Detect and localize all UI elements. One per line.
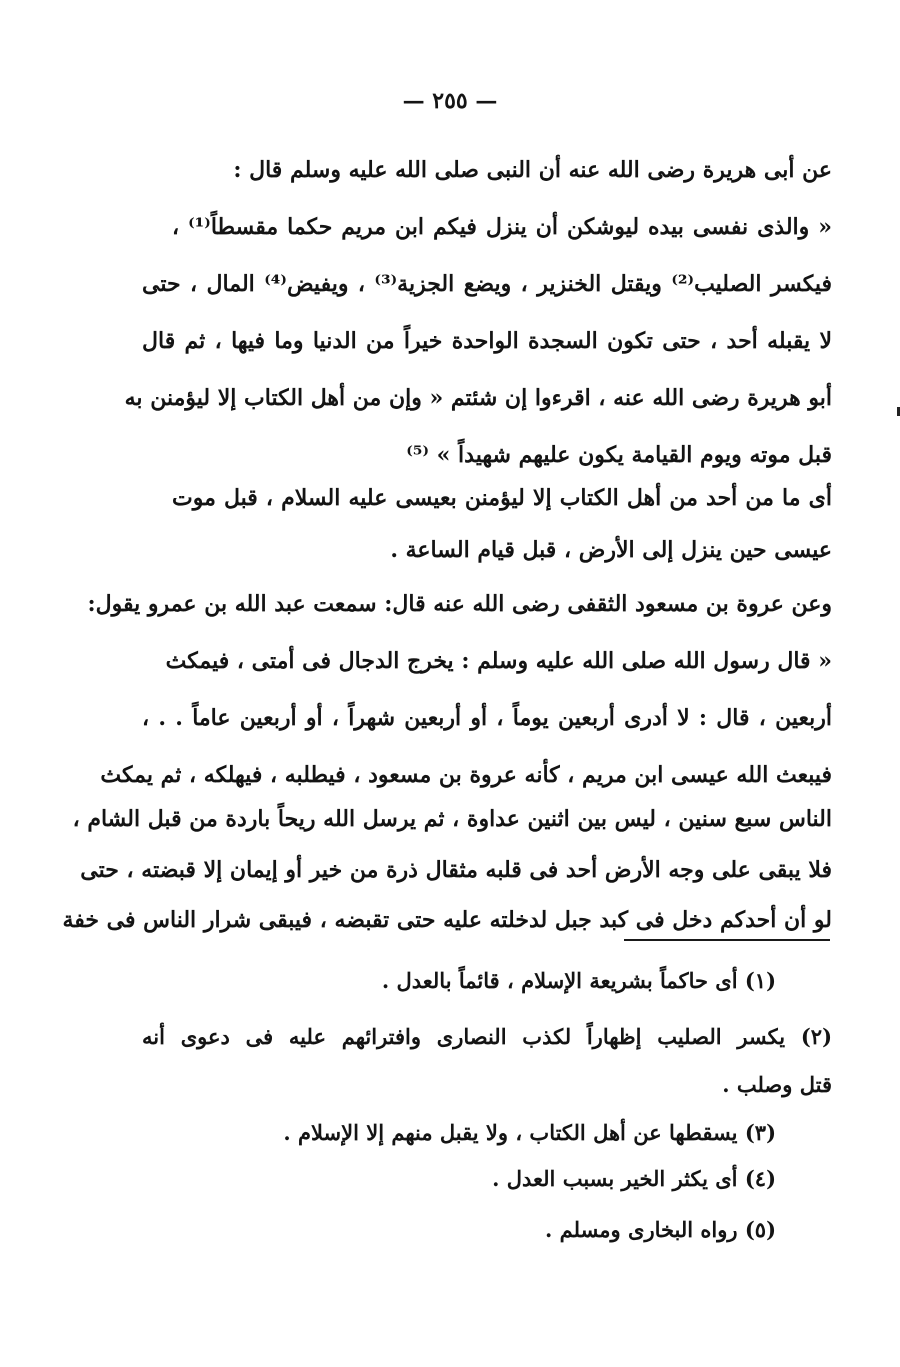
footnote: (٢) يكسر الصليب إظهاراً لكذب النصارى وافترائهم عليه فى دعوى أنه (142, 1024, 832, 1049)
footnote: (١) أى حاكماً بشريعة الإسلام ، قائماً بالعدل . (381, 968, 776, 993)
body-line: لو أن أحدكم دخل فى كبد جبل لدخلته عليه حتى تقبضه ، فيبقى شرار الناس فى خفة (62, 907, 832, 933)
body-line: عن أبى هريرة رضى الله عنه أن النبى صلى الله عليه وسلم قال : (233, 157, 832, 183)
body-line: وعن عروة بن مسعود الثقفى رضى الله عنه قال: سمعت عبد الله بن عمرو يقول: (87, 591, 832, 617)
body-line: الناس سبع سنين ، ليس بين اثنين عداوة ، ثم يرسل الله ريحاً باردة من قبل الشام ، (72, 806, 832, 832)
footnote-continuation: قتل وصلب . (722, 1072, 832, 1097)
body-line: عيسى حين ينزل إلى الأرض ، قبل قيام الساعة . (390, 537, 832, 563)
body-line: فيكسر الصليب⁽²⁾ ويقتل الخنزير ، ويضع الجزية⁽³⁾ ، ويفيض⁽⁴⁾ المال ، حتى (142, 271, 832, 297)
body-line: لا يقبله أحد ، حتى تكون السجدة الواحدة خيراً من الدنيا وما فيها ، ثم قال (142, 328, 832, 354)
footnote: (٣) يسقطها عن أهل الكتاب ، ولا يقبل منهم إلا الإسلام . (283, 1120, 776, 1145)
body-line: أبو هريرة رضى الله عنه ، اقرءوا إن شئتم « وإن من أهل الكتاب إلا ليؤمنن به (124, 385, 832, 411)
body-line: أربعين ، قال : لا أدرى أربعين يوماً ، أو أربعين شهراً ، أو أربعين عاماً . . ، (142, 705, 832, 731)
footnote: (٤) أى يكثر الخير بسبب العدل . (492, 1166, 776, 1191)
body-line: أى ما من أحد من أهل الكتاب إلا ليؤمنن بعيسى عليه السلام ، قبل موت (172, 485, 832, 511)
footnote-separator (624, 939, 830, 941)
page-number: — ٢٥٥ — (402, 88, 498, 114)
body-line: فيبعث الله عيسى ابن مريم ، كأنه عروة بن مسعود ، فيطلبه ، فيهلكه ، ثم يمكث (100, 762, 832, 788)
body-line: قبل موته ويوم القيامة يكون عليهم شهيداً » ⁽⁵⁾ (406, 442, 832, 468)
footnote: (٥) رواه البخارى ومسلم . (545, 1217, 776, 1242)
body-line: فلا يبقى على وجه الأرض أحد فى قلبه مثقال ذرة من خير أو إيمان إلا قبضته ، حتى (80, 857, 832, 883)
body-line: « والذى نفسى بيده ليوشكن أن ينزل فيكم ابن مريم حكما مقسطاً⁽¹⁾ ، (172, 214, 833, 240)
body-line: « قال رسول الله صلى الله عليه وسلم : يخرج الدجال فى أمتى ، فيمكث (165, 648, 832, 674)
